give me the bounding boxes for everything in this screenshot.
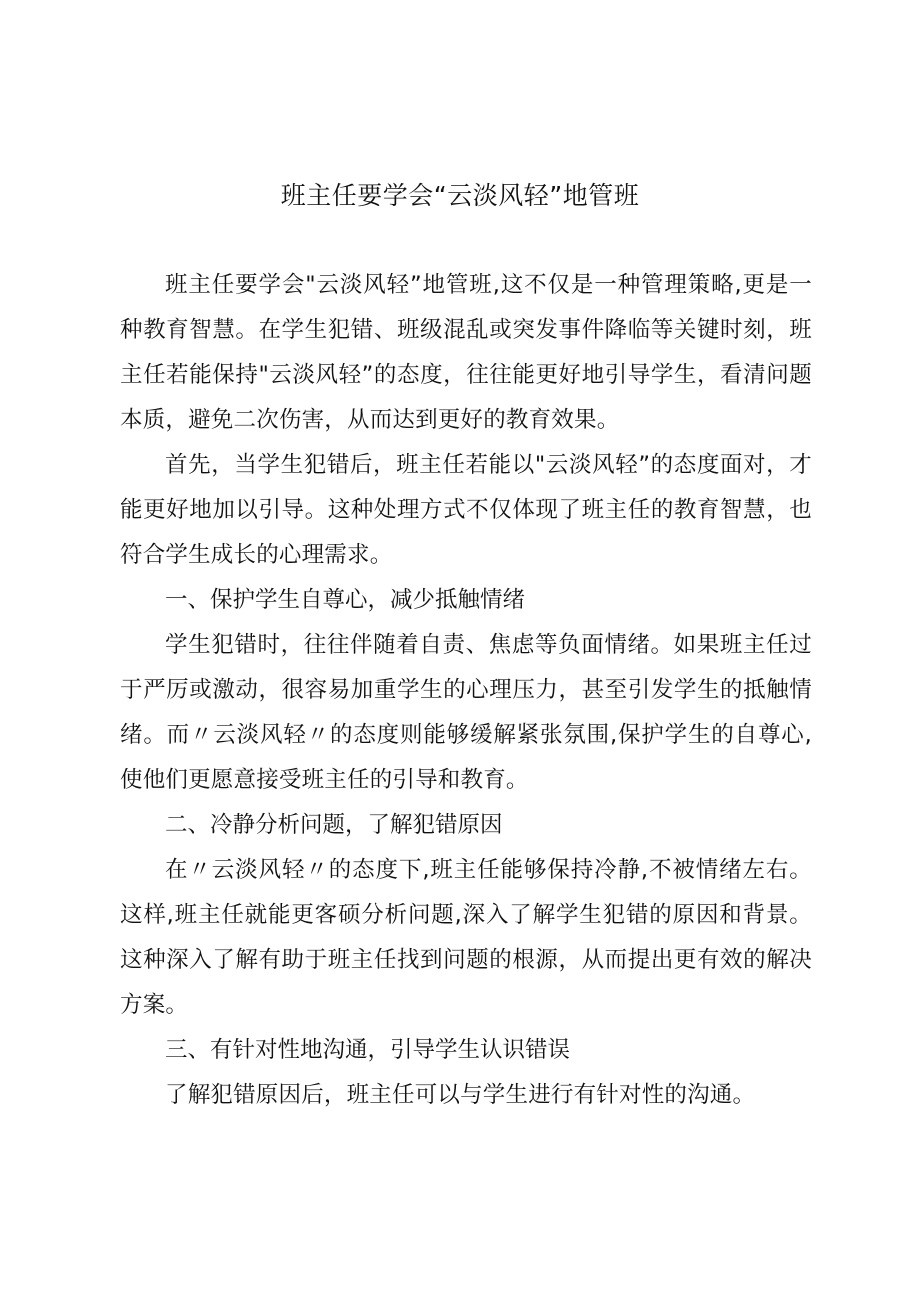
document-title: 班主任要学会“云淡风轻”地管班	[280, 181, 640, 210]
section-heading-2: 二、冷静分析问题，了解犯错原因	[165, 812, 503, 838]
document-body	[120, 263, 812, 1118]
paragraph-first: 首先，当学生犯错后，班主任若能以"云淡风轻”的态度面对，才能更好地加以引导。这种处理方式不仅体现了班主任的教育智慧，也符合学生成长的心理需求。	[120, 452, 812, 568]
paragraph-section-1: 学生犯错时，往往伴随着自责、焦虑等负面情绪。如果班主任过于严厉或激动，很容易加重学生的心理压力，甚至引发学生的抵触情绪。而〃云淡风轻〃的态度则能够缓解紧张氛围,保护学生的自尊心,使他们更愿意接受班主任的引导和教育。	[120, 632, 812, 793]
paragraph-section-2: 在〃云淡风轻〃的态度下,班主任能够保持冷静,不被情绪左右。这样,班主任就能更客硕分析问题,深入了解学生犯错的原因和背景。这种深入了解有助于班主任找到问题的根源，从而提出更有效的解决方案。	[120, 857, 812, 1018]
section-heading-3: 三、有针对性地沟通，引导学生认识错误	[165, 1037, 571, 1063]
section-heading-1: 一、保护学生自尊心，减少抵触情绪	[165, 587, 526, 613]
paragraph-intro: 班主任要学会"云淡风轻”地管班,这不仅是一种管理策略,更是一种教育智慧。在学生犯错、班级混乱或突发事件降临等关键时刻，班主任若能保持"云淡风轻”的态度，往往能更好地引导学生，看清问题本质，避免二次伤害，从而达到更好的教育效果。	[120, 272, 812, 433]
paragraph-section-3: 了解犯错原因后，班主任可以与学生进行有针对性的沟通。	[165, 1082, 756, 1108]
